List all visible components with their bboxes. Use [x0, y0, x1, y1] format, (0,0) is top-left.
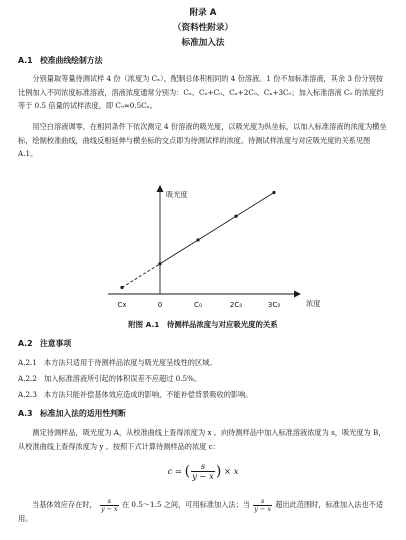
text-segment: 当基体效应存在时， — [32, 500, 97, 510]
section-a1-heading — [18, 55, 102, 66]
appendix-title: 标准加入法 — [181, 38, 225, 48]
paragraph-a1-1: 分别量取等量待测试样 4 份（浓度为 Cₓ），配制总体积相同的 4 份溶液。1 份不加标准溶液，其余 3 份分别按比例加入不同浓度标准溶液，溶液浓度通常分别为：Cₓ、Cₓ+C₀、Cₓ+2C₀、Cₓ+3C₀；加入标准溶液 C₀ 的浓度约等于 0.5 倍量的试样浓度，即 C₀≈0.5Cₓ。 — [18, 74, 384, 110]
extrapolation-line — [122, 264, 160, 288]
x-tick-label: 2C₀ — [229, 300, 243, 309]
section-a2-heading — [18, 338, 71, 349]
paragraph-a3-2 — [18, 498, 388, 526]
x-tick-label: 0 — [157, 300, 163, 309]
paragraph-a1-2: 用空白溶液调零，在相同条件下依次测定 4 份溶液的吸光度，以吸光度为纵坐标，以加入标准溶液的浓度为横坐标，绘制校准曲线，曲线反相延伸与横坐标的交点即为待测试样的浓度。待测试样浓度与对应吸光度的关系见图 A.1。 — [18, 122, 387, 158]
fraction-denominator: y − x — [101, 504, 118, 513]
figure-caption: 附图 A.1 待测样品浓度与对应吸光度的关系 — [128, 320, 278, 329]
appendix-label: 附录 A — [189, 8, 217, 18]
section-title: 注意事项 — [40, 339, 72, 348]
text-segment: 超出此范围时，标准加入法也不适用。 — [18, 500, 384, 524]
data-point — [158, 262, 161, 265]
formula-denominator: y − x — [192, 470, 214, 481]
data-point — [234, 215, 237, 218]
formula: c = ( $\frac{s}{y - x}$ ) × x — [167, 461, 239, 481]
data-point — [196, 238, 199, 241]
item-number: A.2.1 — [18, 358, 37, 367]
text-segment: 在 0.5～1.5 之间，可用标准加入法；当 — [121, 500, 250, 510]
intercept-point — [120, 286, 123, 289]
fraction-numerator: s — [100, 498, 119, 506]
item-text: 本方法只适用于待测样品浓度与吸光度呈线性的区域。 — [44, 358, 217, 367]
x-axis-label: 浓度 — [306, 299, 321, 308]
section-a3-heading — [18, 408, 126, 419]
item-text: 本方法只能补偿基体效应造成的影响，不能补偿背景吸收的影响。 — [44, 390, 253, 399]
item-number: A.2.2 — [18, 374, 37, 383]
calibration-chart — [100, 180, 330, 320]
fraction-denominator: y − x — [254, 504, 271, 513]
x-tick-label: C₀ — [194, 300, 202, 309]
list-item — [18, 358, 217, 368]
formula-numerator: s — [191, 462, 215, 472]
paragraph-a3-1: 测定待测样品，吸光度为 A，从校准曲线上查得浓度为 x 。向待测样品中加入标准溶液浓度为 s，吸光度为 B，从校准曲线上查得浓度为 y 。按照下式计算待测样品的浓度 c： — [18, 428, 386, 451]
section-number: A.2 — [18, 339, 33, 348]
list-item — [18, 374, 201, 384]
section-number: A.1 — [18, 56, 33, 65]
calibration-line — [160, 192, 274, 263]
section-title: 标准加入法的适用性判断 — [40, 409, 126, 418]
item-number: A.2.3 — [18, 390, 37, 399]
y-axis-label: 吸光度 — [166, 190, 188, 199]
x-tick-label: Cx — [117, 300, 127, 309]
section-number: A.3 — [18, 409, 33, 418]
x-tick-label: 3C₀ — [267, 300, 281, 309]
section-title: 校准曲线绘制方法 — [40, 56, 103, 65]
list-item — [18, 390, 252, 400]
formula-lhs: c = — [167, 465, 182, 476]
appendix-type: （资料性附录） — [172, 23, 234, 33]
formula-rhs: × x — [224, 465, 239, 476]
fraction-numerator: s — [253, 498, 272, 506]
data-point — [272, 191, 275, 194]
item-text: 加入标准溶液所引起的体积误差不应超过 0.5%。 — [44, 374, 202, 383]
